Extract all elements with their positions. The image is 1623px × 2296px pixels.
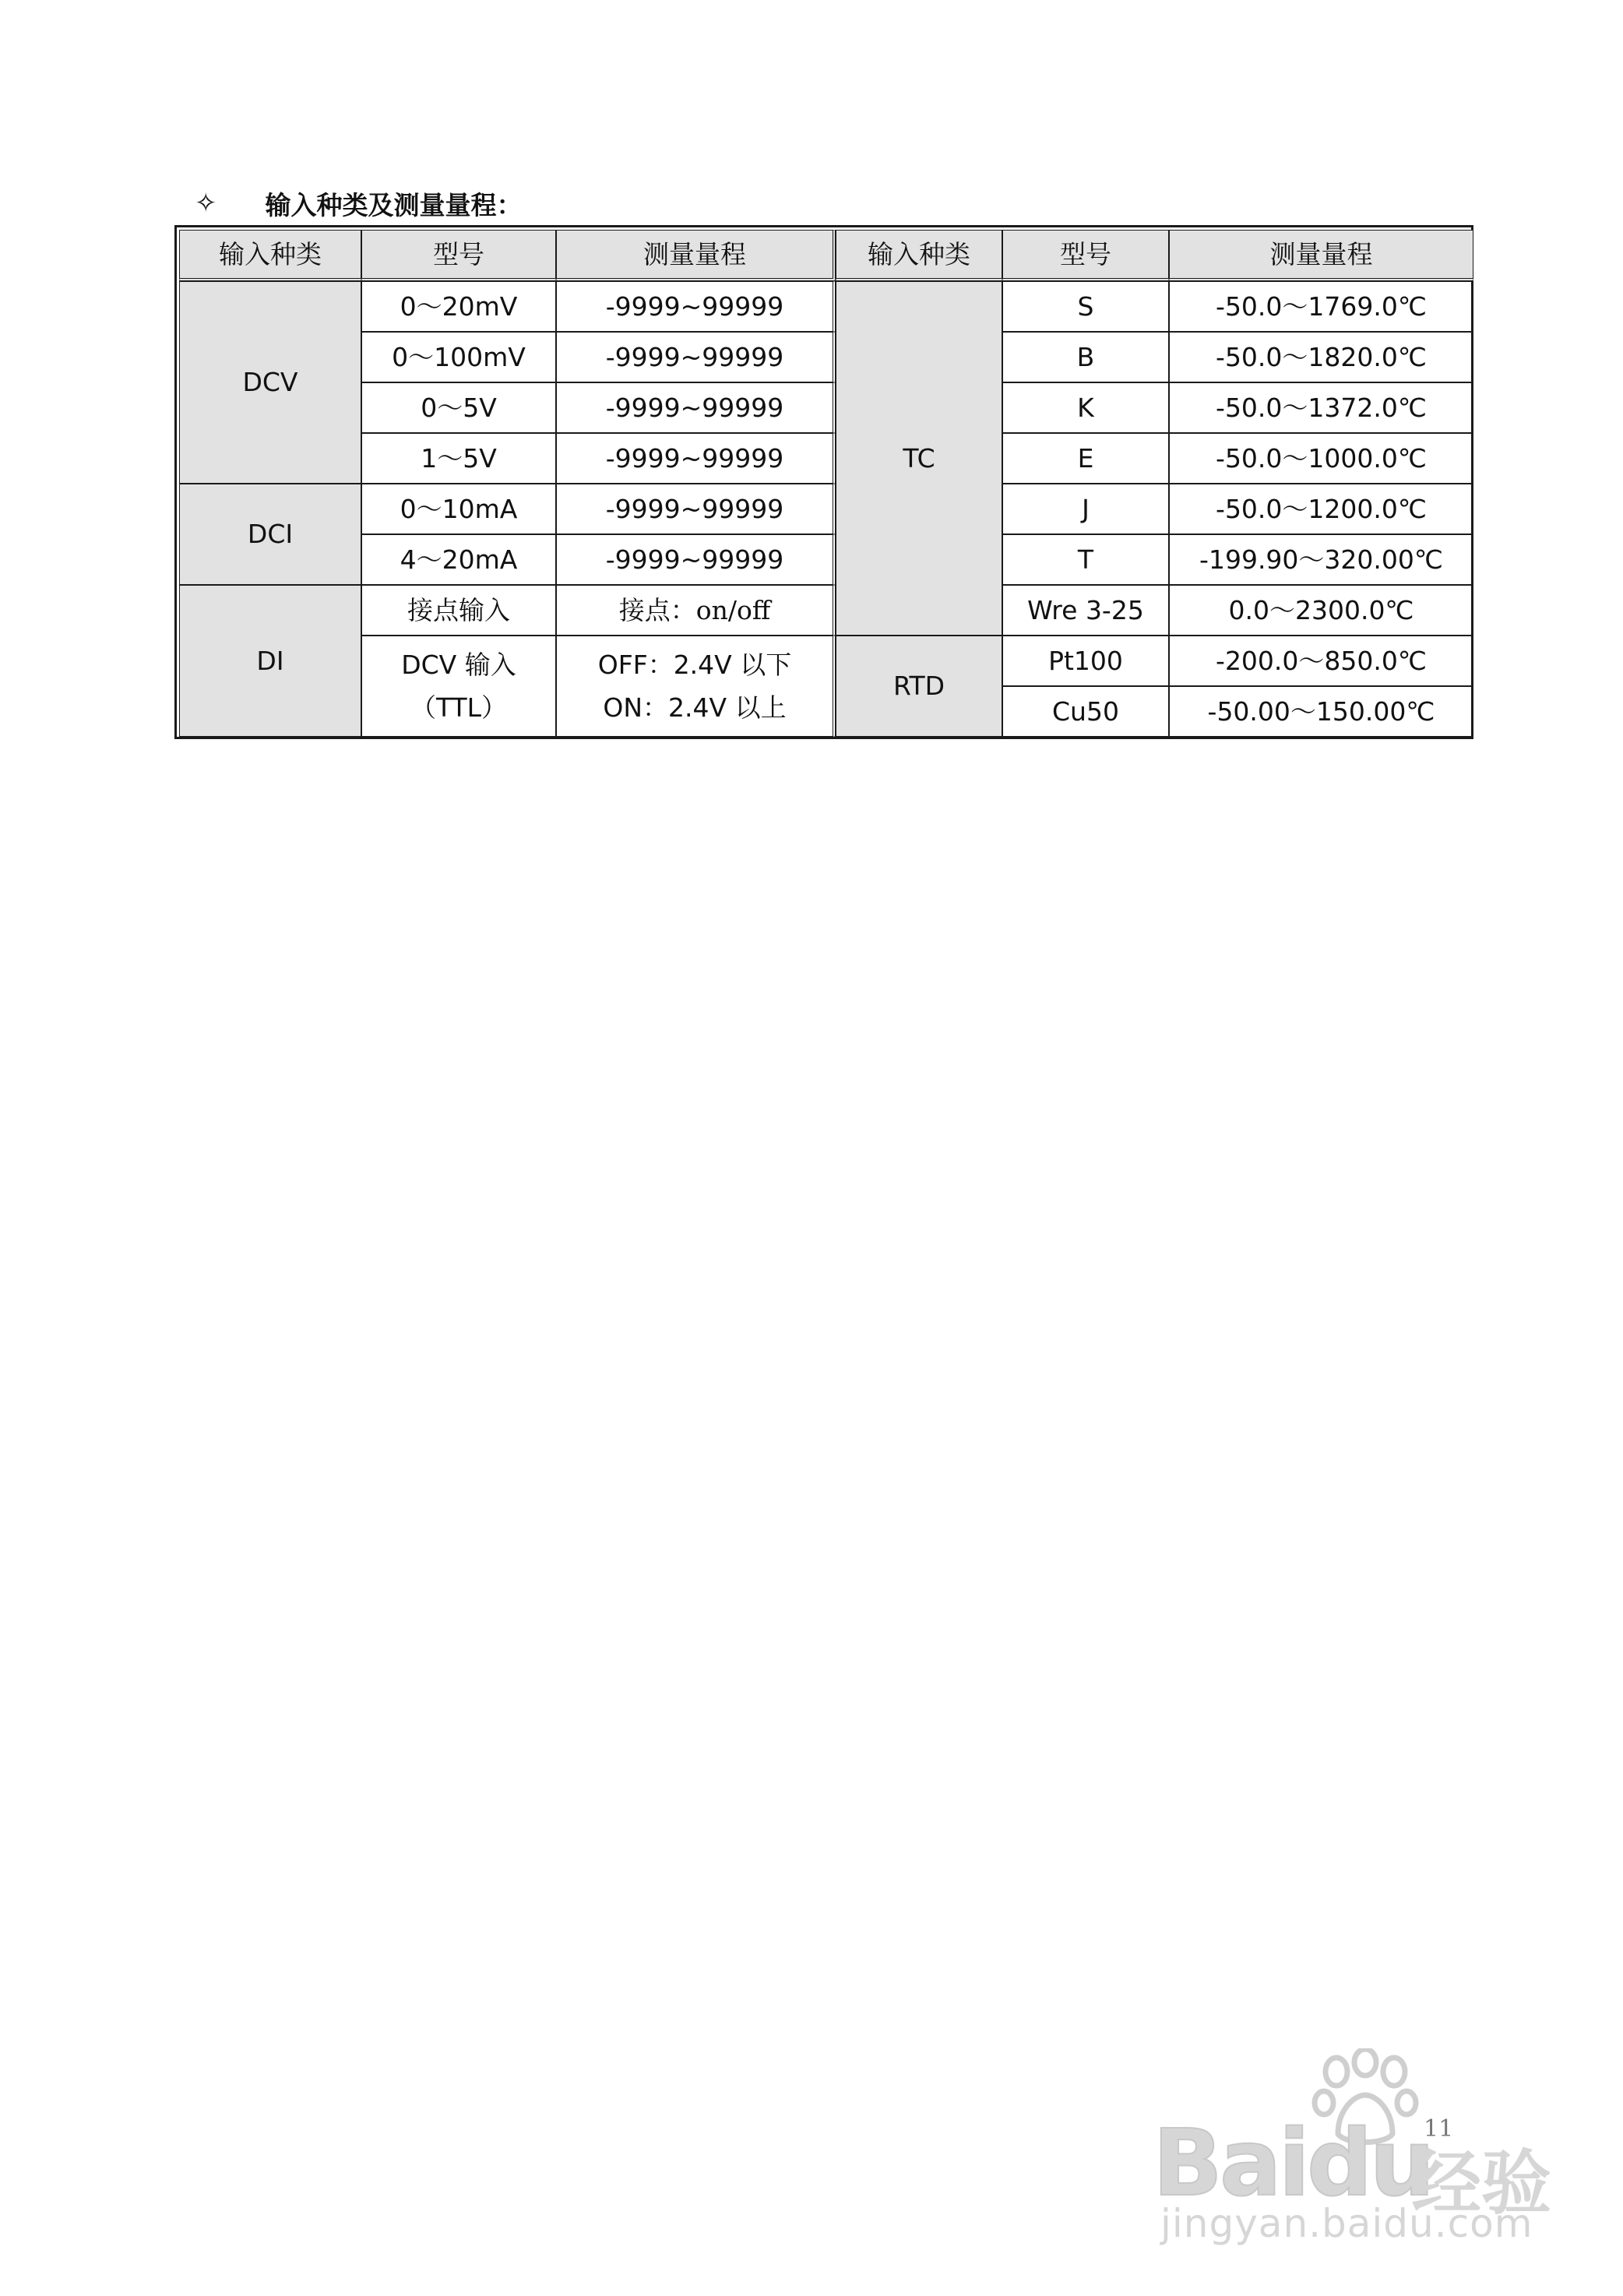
model-cell: B bbox=[1002, 332, 1169, 382]
header-range: 测量量程 bbox=[556, 230, 836, 281]
range-cell: -50.0～1000.0℃ bbox=[1169, 433, 1473, 484]
group-dci: DCI bbox=[179, 484, 361, 585]
model-line: （TTL） bbox=[410, 692, 508, 723]
range-cell: -9999~99999 bbox=[556, 332, 836, 382]
group-tc: TC bbox=[836, 281, 1002, 636]
model-cell: 0～100mV bbox=[361, 332, 556, 382]
group-dcv: DCV bbox=[179, 281, 361, 484]
range-cell: -50.0～1769.0℃ bbox=[1169, 281, 1473, 332]
header-range-right: 测量量程 bbox=[1169, 230, 1473, 281]
model-cell: S bbox=[1002, 281, 1169, 332]
range-cell: -9999~99999 bbox=[556, 534, 836, 585]
range-cell: 接点：on/off bbox=[556, 585, 836, 636]
range-cell: -9999~99999 bbox=[556, 382, 836, 433]
range-cell: -200.0～850.0℃ bbox=[1169, 636, 1473, 686]
range-cell: -50.0～1372.0℃ bbox=[1169, 382, 1473, 433]
page-number: 11 bbox=[1424, 2115, 1454, 2143]
group-rtd: RTD bbox=[836, 636, 1002, 737]
header-model: 型号 bbox=[361, 230, 556, 281]
model-cell: T bbox=[1002, 534, 1169, 585]
group-di: DI bbox=[179, 585, 361, 737]
watermark-url: jingyan.baidu.com bbox=[1160, 2201, 1533, 2246]
watermark-brand: Baidu bbox=[1153, 2109, 1432, 2217]
range-cell: 0.0～2300.0℃ bbox=[1169, 585, 1473, 636]
heading-title: 输入种类及测量量程： bbox=[265, 189, 523, 220]
model-cell-dcv-ttl bbox=[361, 636, 556, 737]
range-cell: -9999~99999 bbox=[556, 281, 836, 332]
model-cell: 0～10mA bbox=[361, 484, 556, 534]
range-cell: -9999~99999 bbox=[556, 484, 836, 534]
diamond-bullet-icon: ✧ bbox=[195, 188, 217, 219]
header-input-type: 输入种类 bbox=[179, 230, 361, 281]
model-cell: J bbox=[1002, 484, 1169, 534]
model-cell: 1～5V bbox=[361, 433, 556, 484]
model-cell: 0～20mV bbox=[361, 281, 556, 332]
range-cell: -50.0～1200.0℃ bbox=[1169, 484, 1473, 534]
range-cell: -9999~99999 bbox=[556, 433, 836, 484]
baidu-jingyan-watermark bbox=[1153, 2048, 1573, 2246]
section-heading bbox=[195, 184, 523, 223]
range-cell: -199.90～320.00℃ bbox=[1169, 534, 1473, 585]
watermark-cn: 经验 bbox=[1411, 2143, 1551, 2224]
model-cell: 接点输入 bbox=[361, 585, 556, 636]
range-cell-off-on bbox=[556, 636, 836, 737]
header-model-right: 型号 bbox=[1002, 230, 1169, 281]
model-cell: 4～20mA bbox=[361, 534, 556, 585]
range-line: OFF：2.4V 以下 bbox=[597, 649, 792, 680]
model-cell: Cu50 bbox=[1002, 686, 1169, 737]
input-range-table bbox=[174, 225, 1473, 739]
range-cell: -50.0～1820.0℃ bbox=[1169, 332, 1473, 382]
model-cell: 0～5V bbox=[361, 382, 556, 433]
header-input-type-right: 输入种类 bbox=[836, 230, 1002, 281]
model-cell: K bbox=[1002, 382, 1169, 433]
model-cell: Wre 3-25 bbox=[1002, 585, 1169, 636]
model-cell: Pt100 bbox=[1002, 636, 1169, 686]
model-line: DCV 输入 bbox=[401, 649, 516, 680]
model-cell: E bbox=[1002, 433, 1169, 484]
range-cell: -50.00～150.00℃ bbox=[1169, 686, 1473, 737]
range-line: ON：2.4V 以上 bbox=[603, 692, 787, 723]
